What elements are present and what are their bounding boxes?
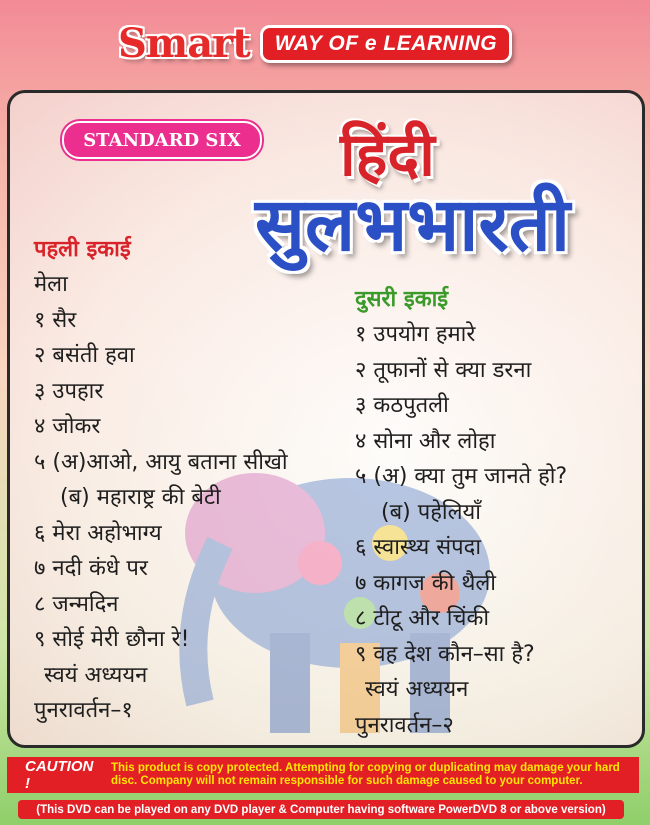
lesson-item[interactable]: ७ नदी कंधे पर xyxy=(34,556,148,581)
unit1-heading: पहली इकाई xyxy=(34,237,131,262)
caution-label: CAUTION ! xyxy=(25,758,94,792)
lesson-item[interactable]: ८ जन्मदिन xyxy=(34,591,119,617)
dvd-compatibility-note: (This DVD can be played on any DVD player & Computer having software PowerDVD 8 or above version) xyxy=(18,800,624,819)
standard-badge: STANDARD SIX xyxy=(62,121,262,159)
lesson-item[interactable]: ६ मेरा अहोभाग्य xyxy=(34,520,162,546)
caution-text: This product is copy protected. Attempting for copying or duplicating may damage your hard disc. Company will not remain responsible for such damage caused to your computer. xyxy=(111,762,620,787)
lesson-item[interactable]: स्वयं अध्ययन xyxy=(365,677,469,702)
lesson-item[interactable]: ४ सोना और लोहा xyxy=(355,428,496,454)
logo-smart-text: Smart xyxy=(118,20,250,67)
lesson-item[interactable]: पुनरावर्तन–१ xyxy=(34,698,133,723)
caution-bar xyxy=(7,757,639,793)
lesson-item[interactable]: १ उपयोग हमारे xyxy=(355,322,476,347)
header xyxy=(0,0,650,88)
lesson-item[interactable]: ८ टीटू और चिंकी xyxy=(355,606,490,631)
logo-tagline: WAY OF e LEARNING xyxy=(260,25,512,63)
lesson-item[interactable]: पुनरावर्तन–२ xyxy=(355,712,454,738)
lesson-item[interactable]: २ बसंती हवा xyxy=(34,343,135,368)
lesson-item[interactable]: ६ स्वास्थ्य संपदा xyxy=(355,535,482,560)
lesson-item[interactable]: ४ जोकर xyxy=(34,414,101,439)
book-title-line1: हिंदी xyxy=(340,120,435,190)
lesson-item[interactable]: १ सैर xyxy=(34,307,77,333)
book-title-line2: सुलभभारती xyxy=(255,182,571,268)
logo xyxy=(118,20,512,67)
lesson-item[interactable]: मेला xyxy=(34,272,68,297)
unit1-column xyxy=(34,233,288,729)
unit2-column xyxy=(355,283,567,743)
content-panel xyxy=(7,90,645,748)
lesson-item[interactable]: ९ वह देश कौन–सा है? xyxy=(355,641,535,667)
lesson-item[interactable]: (ब) पहेलियाँ xyxy=(381,499,481,525)
lesson-item[interactable]: ३ कठपुतली xyxy=(355,393,449,418)
unit2-heading: दुसरी इकाई xyxy=(355,287,449,312)
lesson-item[interactable]: ५ (अ) क्या तुम जानते हो? xyxy=(355,464,568,489)
lesson-item[interactable]: (ब) महाराष्ट्र की बेटी xyxy=(60,485,221,510)
lesson-item[interactable]: ९ सोई मेरी छौना रे! xyxy=(34,627,190,652)
lesson-item[interactable]: स्वयं अध्ययन xyxy=(44,662,148,688)
lesson-item[interactable]: ७ कागज की थैली xyxy=(355,570,496,596)
lesson-item[interactable]: २ तूफानों से क्या डरना xyxy=(355,357,532,383)
lesson-item[interactable]: ३ उपहार xyxy=(34,378,104,404)
lesson-item[interactable]: ५ (अ)आओ, आयु बताना सीखो xyxy=(34,449,288,475)
